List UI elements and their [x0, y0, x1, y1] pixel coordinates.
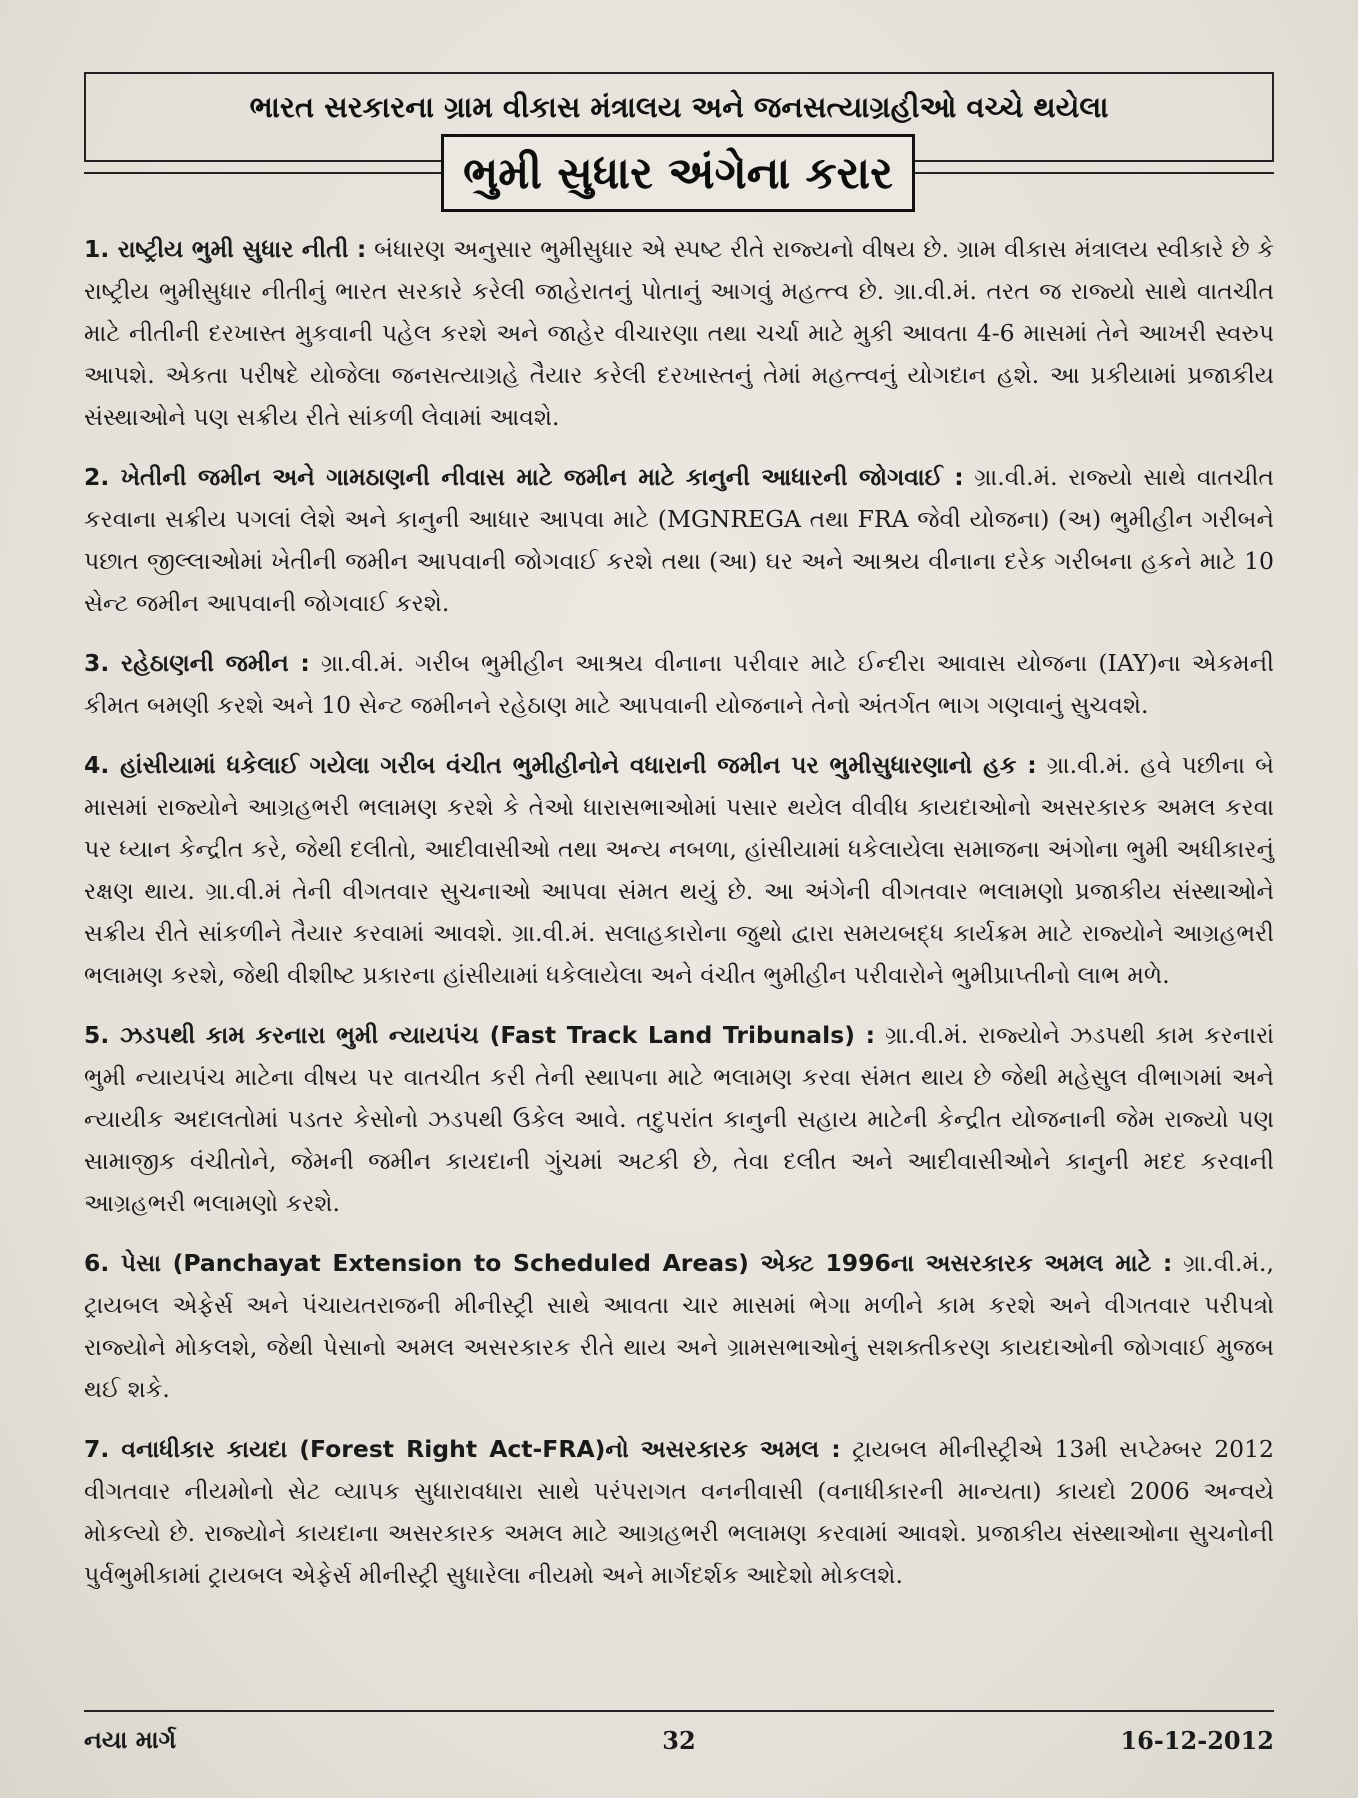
- paragraph-heading: 1. રાષ્ટ્રીય ભુમી સુધાર નીતી :: [84, 235, 367, 263]
- paragraph-text: ટ્રાયબલ મીનીસ્ટ્રીએ 13મી સપ્ટેમ્બર 2012 વીગતવાર નીયમોનો સેટ વ્યાપક સુધારાવધારા સાથે પરંપરાગત વનનીવાસી (વનાધીકારની માન્યતા) કાયદો 2006 અન્વયે મોકલ્યો છે. રાજ્યોને કાયદાના અસરકારક અમલ માટે આગ્રહભરી ભલામણ કરવામાં આવશે. પ્રજાકીય સંસ્થાઓના સુચનોની પુર્વભુમીકામાં ટ્રાયબલ એફેર્સ મીનીસ્ટ્રી સુધારેલા નીયમો અને માર્ગદર્શક આદેશો મોકલશે.: [84, 1435, 1274, 1589]
- paragraph-heading: 2. ખેતીની જમીન અને ગામઠાણની નીવાસ માટે જમીન માટે કાનુની આધારની જોગવાઈ :: [84, 463, 964, 491]
- header-rule-right: [915, 172, 1274, 174]
- header-subtitle: ભારત સરકારના ગ્રામ વીકાસ મંત્રાલય અને જનસત્યાગ્રહીઓ વચ્ચે થયેલા: [249, 90, 1109, 124]
- article-body: [84, 228, 1274, 1614]
- footer-rule: [84, 1710, 1274, 1712]
- paragraph-heading: 4. હાંસીયામાં ધકેલાઈ ગયેલા ગરીબ વંચીત ભુમીહીનોને વધારાની જમીન પર ભુમીસુધારણાનો હક :: [84, 751, 1037, 779]
- paragraph-text: ગ્રા.વી.મં. ગરીબ ભુમીહીન આશ્રય વીનાના પરીવાર માટે ઈન્દીરા આવાસ યોજના (IAY)ના એકમની કીમત બમણી કરશે અને 10 સેન્ટ જમીનને રહેઠાણ માટે આપવાની યોજનાને તેનો અંતર્ગત ભાગ ગણવાનું સુચવશે.: [84, 649, 1274, 719]
- paragraph-text: ગ્રા.વી.મં. રાજ્યો સાથે વાતચીત કરવાના સક્રીય પગલાં લેશે અને કાનુની આધાર આપવા માટે (MGNREGA તથા FRA જેવી યોજના) (અ) ભુમીહીન ગરીબને પછાત જીલ્લાઓમાં ખેતીની જમીન આપવાની જોગવાઈ કરશે તથા (આ) ઘર અને આશ્રય વીનાના દરેક ગરીબના હકને માટે 10 સેન્ટ જમીન આપવાની જોગવાઈ કરશે.: [84, 463, 1274, 617]
- paragraph-1: [84, 228, 1274, 438]
- paragraph-heading: 6. પેસા (Panchayat Extension to Scheduled Areas) એક્ટ 1996ના અસરકારક અમલ માટે :: [84, 1249, 1173, 1277]
- paragraph-3: [84, 642, 1274, 726]
- publication-name: નયા માર્ગ: [84, 1726, 177, 1754]
- paragraph-2: [84, 456, 1274, 624]
- paragraph-4: [84, 744, 1274, 996]
- paragraph-text: બંધારણ અનુસાર ભુમીસુધાર એ સ્પષ્ટ રીતે રાજ્યનો વીષય છે. ગ્રામ વીકાસ મંત્રાલય સ્વીકારે છે કે રાષ્ટ્રીય ભુમીસુધાર નીતીનું ભારત સરકારે કરેલી જાહેરાતનું પોતાનું આગવું મહત્ત્વ છે. ગ્રા.વી.મં. તરત જ રાજ્યો સાથે વાતચીત માટે નીતીની દરખાસ્ત મુકવાની પહેલ કરશે અને જાહેર વીચારણા તથા ચર્ચા માટે મુકી આવતા 4-6 માસમાં તેને આખરી સ્વરુપ આપશે. એકતા પરીષદે યોજેલા જનસત્યાગ્રહે તૈયાર કરેલી દરખાસ્તનું તેમાં મહત્ત્વનું યોગદાન હશે. આ પ્રકીયામાં પ્રજાકીય સંસ્થાઓને પણ સક્રીય રીતે સાંકળી લેવામાં આવશે.: [84, 235, 1274, 431]
- issue-date: 16-12-2012: [1120, 1726, 1274, 1755]
- paragraph-text: ગ્રા.વી.મં., ટ્રાયબલ એફેર્સ અને પંચાયતરાજની મીનીસ્ટ્રી સાથે આવતા ચાર માસમાં ભેગા મળીને કામ કરશે અને વીગતવાર પરીપત્રો રાજ્યોને મોકલશે, જેથી પેસાનો અમલ અસરકારક રીતે થાય અને ગ્રામસભાઓનું સશક્તીકરણ કાયદાઓની જોગવાઈ મુજબ થઈ શકે.: [84, 1249, 1275, 1403]
- paragraph-heading: 5. ઝડપથી કામ કરનારા ભુમી ન્યાયપંચ (Fast Track Land Tribunals) :: [84, 1021, 876, 1049]
- paragraph-text: ગ્રા.વી.મં. હવે પછીના બે માસમાં રાજ્યોને આગ્રહભરી ભલામણ કરશે કે તેઓ ધારાસભાઓમાં પસાર થયેલ વીવીધ કાયદાઓનો અસરકારક અમલ કરવા પર ધ્યાન કેન્દ્રીત કરે, જેથી દલીતો, આદીવાસીઓ તથા અન્ય નબળા, હાંસીયામાં ધકેલાયેલા સમાજના અંગોના ભુમી અધીકારનું રક્ષણ થાય. ગ્રા.વી.મં તેની વીગતવાર સુચનાઓ આપવા સંમત થયું છે. આ અંગેની વીગતવાર ભલામણો પ્રજાકીય સંસ્થાઓને સક્રીય રીતે સાંકળીને તૈયાર કરવામાં આવશે. ગ્રા.વી.મં. સલાહકારોના જુથો દ્વારા સમયબદ્ધ કાર્યક્રમ માટે રાજ્યોને આગ્રહભરી ભલામણ કરશે, જેથી વીશીષ્ટ પ્રકારના હાંસીયામાં ધકેલાયેલા અને વંચીત ભુમીહીન પરીવારોને ભુમીપ્રાપ્તીનો લાભ મળે.: [84, 751, 1274, 989]
- header-rule-left: [84, 172, 441, 174]
- page-number: 32: [662, 1726, 696, 1755]
- paragraph-text: ગ્રા.વી.મં. રાજ્યોને ઝડપથી કામ કરનારાં ભુમી ન્યાયપંચ માટેના વીષય પર વાતચીત કરી તેની સ્થાપના માટે ભલામણ કરવા સંમત થાય છે જેથી મહેસુલ વીભાગમાં અને ન્યાયીક અદાલતોમાં પડતર કેસોનો ઝડપથી ઉકેલ આવે. તદુપરાંત કાનુની સહાય માટેની કેન્દ્રીત યોજનાની જેમ રાજ્યો પણ સામાજીક વંચીતોને, જેમની જમીન કાયદાની ગુંચમાં અટકી છે, તેવા દલીત અને આદીવાસીઓને કાનુની મદદ કરવાની આગ્રહભરી ભલામણો કરશે.: [84, 1021, 1274, 1217]
- page-title: ભુમી સુધાર અંગેના કરાર: [463, 147, 893, 199]
- paragraph-6: [84, 1242, 1274, 1410]
- paragraph-7: [84, 1428, 1274, 1596]
- paragraph-5: [84, 1014, 1274, 1224]
- paragraph-heading: 7. વનાધીકાર કાયદા (Forest Right Act-FRA)નો અસરકારક અમલ :: [84, 1435, 841, 1463]
- paragraph-heading: 3. રહેઠાણની જમીન :: [84, 649, 310, 677]
- title-box: [441, 134, 915, 212]
